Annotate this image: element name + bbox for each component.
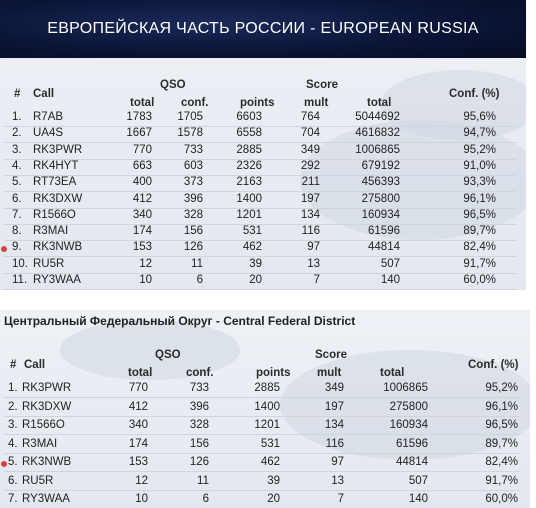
conf-pct-cell: 60,0%	[485, 493, 518, 505]
conf-pct-cell: 95,6%	[463, 111, 496, 123]
rank-cell: 1.	[8, 382, 18, 394]
qso-total-cell: 12	[135, 474, 148, 487]
mult-cell: 197	[300, 192, 320, 205]
qso-total-cell: 153	[128, 456, 148, 468]
call-cell: RK3NWB	[33, 241, 83, 254]
qso-conf-cell: 328	[189, 419, 209, 431]
row-divider	[4, 397, 520, 398]
conf-pct-cell: 93,3%	[463, 176, 496, 189]
qso-total-cell: 770	[132, 143, 152, 156]
points-cell: 531	[242, 225, 262, 238]
banner-title: ЕВРОПЕЙСКАЯ ЧАСТЬ РОССИИ - EUROPEAN RUSSIA	[47, 20, 479, 37]
table-row	[0, 175, 526, 192]
mult-cell: 13	[331, 474, 344, 487]
table-row	[0, 381, 530, 398]
conf-pct-cell: 89,7%	[463, 225, 496, 238]
col-hash-header: #	[10, 359, 17, 371]
col-conf-header: conf.	[181, 97, 209, 109]
qso-total-cell: 10	[139, 274, 152, 286]
table-row	[0, 273, 526, 290]
mult-cell: 764	[300, 111, 320, 123]
table-row	[0, 224, 526, 241]
call-cell: RT73EA	[33, 176, 77, 189]
score-total-cell: 275800	[361, 192, 400, 205]
qso-total-cell: 174	[132, 225, 152, 238]
conf-pct-cell: 82,4%	[463, 241, 496, 254]
call-cell: RU5R	[33, 257, 65, 270]
score-total-cell: 456393	[361, 176, 400, 189]
qso-total-cell: 153	[132, 241, 152, 254]
mult-cell: 134	[324, 419, 344, 431]
qso-total-cell: 663	[132, 159, 152, 172]
qso-conf-cell: 733	[189, 382, 209, 394]
row-divider	[4, 453, 520, 454]
call-cell: R1566O	[33, 208, 76, 221]
col-total-header: total	[128, 367, 153, 379]
points-cell: 6558	[236, 127, 262, 140]
rank-cell: 3.	[12, 143, 22, 156]
conf-pct-cell: 91,7%	[485, 474, 518, 487]
qso-conf-cell: 1578	[177, 127, 203, 140]
central-district-panel	[0, 310, 530, 508]
table-row	[0, 474, 530, 491]
points-cell: 462	[260, 456, 280, 468]
rank-cell: 2.	[12, 127, 22, 140]
col-conf-pct-header: Conf. (%)	[468, 359, 519, 371]
table-row	[0, 492, 530, 508]
col-call-header: Call	[24, 359, 46, 371]
call-cell: R1566O	[22, 419, 65, 431]
col-points-header: points	[256, 367, 291, 379]
col-score-header: Score	[315, 349, 347, 361]
score-total-cell: 44814	[368, 241, 400, 254]
col-score-header: Score	[306, 79, 338, 91]
table-row	[0, 437, 530, 454]
points-cell: 2885	[254, 382, 280, 394]
col-mult-header: mult	[317, 367, 342, 379]
qso-conf-cell: 1705	[177, 111, 203, 123]
rank-cell: 5.	[8, 456, 18, 468]
mult-cell: 197	[324, 400, 344, 413]
highlight-dot	[1, 461, 7, 467]
points-cell: 1400	[236, 192, 262, 205]
qso-conf-cell: 603	[183, 159, 203, 172]
score-total-cell: 140	[408, 493, 428, 505]
qso-conf-cell: 328	[183, 208, 203, 221]
qso-conf-cell: 156	[189, 437, 209, 450]
col-total-header: total	[130, 97, 155, 109]
table-row	[0, 240, 526, 257]
mult-cell: 134	[300, 208, 320, 221]
call-cell: R7AB	[33, 111, 64, 123]
highlight-dot	[1, 246, 7, 252]
qso-conf-cell: 11	[191, 257, 203, 270]
qso-total-cell: 340	[132, 208, 152, 221]
call-cell: R3MAI	[33, 225, 69, 238]
mult-cell: 704	[300, 127, 320, 140]
qso-total-cell: 770	[128, 382, 148, 394]
score-total-cell: 61596	[396, 437, 428, 450]
conf-pct-cell: 95,2%	[485, 382, 518, 394]
rank-cell: 5.	[12, 176, 22, 189]
score-total-cell: 61596	[368, 225, 400, 238]
conf-pct-cell: 60,0%	[463, 274, 496, 286]
qso-conf-cell: 126	[183, 241, 203, 254]
points-cell: 1201	[236, 208, 262, 221]
qso-total-cell: 412	[128, 400, 148, 413]
points-cell: 2885	[236, 143, 262, 156]
call-cell: RK3PWR	[22, 382, 72, 394]
call-cell: RK3PWR	[33, 143, 83, 156]
conf-pct-cell: 91,0%	[463, 159, 496, 172]
mult-cell: 7	[313, 274, 320, 286]
panel-banner	[0, 0, 526, 58]
qso-conf-cell: 733	[183, 143, 203, 156]
col-qso-header: QSO	[155, 349, 181, 361]
score-total-cell: 160934	[389, 419, 428, 431]
call-cell: RY3WAA	[33, 274, 81, 286]
col-conf-header: conf.	[186, 367, 214, 379]
col-conf-pct-header: Conf. (%)	[449, 88, 500, 100]
rank-cell: 6.	[8, 474, 18, 487]
qso-total-cell: 1667	[126, 127, 152, 140]
call-cell: RY3WAA	[22, 493, 70, 505]
call-cell: RK3NWB	[22, 456, 72, 468]
rank-cell: 1.	[12, 111, 22, 123]
table-row	[0, 455, 530, 472]
row-divider	[4, 490, 520, 491]
conf-pct-cell: 96,1%	[485, 400, 518, 413]
table-row	[0, 257, 526, 274]
call-cell: RK3DXW	[33, 192, 83, 205]
rank-cell: 2.	[8, 400, 18, 413]
qso-total-cell: 174	[128, 437, 148, 450]
qso-conf-cell: 126	[189, 456, 209, 468]
rank-cell: 3.	[8, 419, 18, 431]
qso-total-cell: 1783	[126, 111, 152, 123]
points-cell: 39	[249, 257, 262, 270]
qso-conf-cell: 396	[189, 400, 209, 413]
call-cell: R3MAI	[22, 437, 58, 450]
call-cell: RK4HYT	[33, 159, 79, 172]
mult-cell: 349	[324, 382, 344, 394]
rank-cell: 10.	[12, 257, 28, 270]
conf-pct-cell: 96,5%	[485, 419, 518, 431]
mult-cell: 349	[300, 143, 320, 156]
score-total-cell: 4616832	[355, 127, 400, 140]
rank-cell: 6.	[12, 192, 22, 205]
conf-pct-cell: 89,7%	[485, 437, 518, 450]
row-divider	[4, 289, 516, 290]
score-total-cell: 1006865	[355, 143, 400, 156]
points-cell: 1201	[254, 419, 280, 431]
table-row	[0, 143, 526, 160]
conf-pct-cell: 95,2%	[463, 143, 496, 156]
qso-conf-cell: 373	[183, 176, 203, 189]
conf-pct-cell: 96,5%	[463, 208, 496, 221]
mult-cell: 211	[301, 176, 320, 189]
score-total-cell: 140	[380, 274, 400, 286]
call-cell: RU5R	[22, 474, 54, 487]
table-row	[0, 418, 530, 435]
conf-pct-cell: 94,7%	[463, 127, 496, 140]
qso-conf-cell: 11	[197, 474, 209, 487]
col-score-total-header: total	[367, 97, 392, 109]
score-total-cell: 44814	[396, 456, 428, 468]
qso-conf-cell: 396	[183, 192, 203, 205]
row-divider	[4, 434, 520, 435]
score-total-cell: 679192	[361, 159, 400, 172]
score-total-cell: 507	[408, 474, 428, 487]
rank-cell: 7.	[8, 493, 18, 505]
mult-cell: 97	[331, 456, 344, 468]
table-row	[0, 126, 526, 143]
mult-cell: 292	[300, 159, 320, 172]
points-cell: 531	[260, 437, 280, 450]
score-total-cell: 1006865	[383, 382, 428, 394]
col-score-total-header: total	[380, 367, 405, 379]
conf-pct-cell: 96,1%	[463, 192, 496, 205]
col-mult-header: mult	[304, 97, 329, 109]
score-total-cell: 507	[380, 257, 400, 270]
call-cell: RK3DXW	[22, 400, 72, 413]
table-row	[0, 192, 526, 209]
mult-cell: 7	[337, 493, 344, 505]
points-cell: 39	[267, 474, 280, 487]
call-cell: UA4S	[33, 127, 64, 140]
table-row	[0, 400, 530, 417]
col-hash-header: #	[14, 88, 21, 100]
table-row	[0, 159, 526, 176]
mult-cell: 97	[307, 241, 320, 254]
points-cell: 462	[242, 241, 262, 254]
qso-conf-cell: 156	[183, 225, 203, 238]
score-total-cell: 275800	[389, 400, 428, 413]
score-total-cell: 160934	[361, 208, 400, 221]
qso-total-cell: 10	[135, 493, 148, 505]
rank-cell: 9.	[12, 241, 22, 254]
mult-cell: 13	[307, 257, 320, 270]
conf-pct-cell: 91,7%	[463, 257, 496, 270]
points-cell: 2163	[236, 176, 262, 189]
row-divider	[4, 471, 520, 472]
points-cell: 20	[267, 493, 280, 505]
col-call-header: Call	[33, 88, 55, 100]
points-cell: 20	[249, 274, 262, 286]
qso-total-cell: 412	[132, 192, 152, 205]
table-row	[0, 110, 526, 127]
score-total-cell: 5044692	[355, 111, 400, 123]
conf-pct-cell: 82,4%	[485, 456, 518, 468]
points-cell: 1400	[254, 400, 280, 413]
col-points-header: points	[240, 97, 275, 109]
table-row	[0, 208, 526, 225]
rank-cell: 8.	[12, 225, 22, 238]
rank-cell: 4.	[8, 437, 18, 450]
row-divider	[4, 416, 520, 417]
mult-cell: 116	[325, 437, 344, 450]
rank-cell: 4.	[12, 159, 22, 172]
qso-conf-cell: 6	[196, 274, 203, 286]
col-qso-header: QSO	[160, 79, 186, 91]
points-cell: 6603	[236, 111, 262, 123]
district-title: Центральный Федеральный Округ - Central Federal District	[4, 314, 356, 328]
qso-total-cell: 340	[128, 419, 148, 431]
qso-total-cell: 12	[139, 257, 152, 270]
qso-total-cell: 400	[132, 176, 152, 189]
rank-cell: 11.	[12, 274, 28, 286]
points-cell: 2326	[236, 159, 262, 172]
mult-cell: 116	[301, 225, 320, 238]
rank-cell: 7.	[12, 208, 22, 221]
qso-conf-cell: 6	[202, 493, 209, 505]
